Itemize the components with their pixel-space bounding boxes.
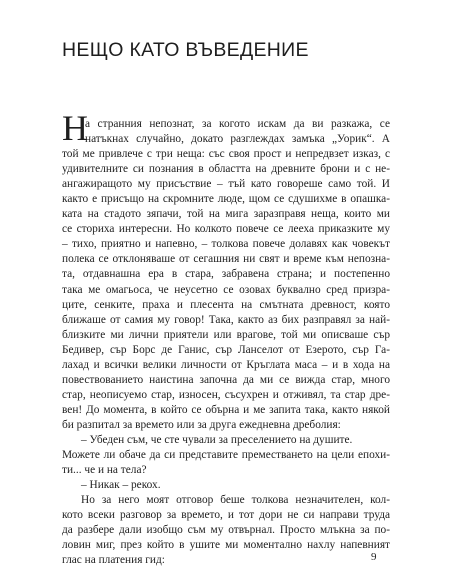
text-line: ката на стадото зяпачи, той на мига заразправя неща, които ми [62, 208, 390, 221]
text-line: глас на платения гид: [62, 554, 165, 567]
chapter-title: НЕЩО КАТО ВЪВЕДЕНИЕ [62, 39, 309, 61]
text-line: повествованието наистина започна да ми се вижда стар, много [62, 373, 390, 386]
text-line: да разбере дали изобщо съм му отвърнал. Просто млъкна за по- [62, 524, 390, 537]
drop-cap: Н [62, 112, 88, 142]
text-line: – Никак – рекох. [81, 479, 161, 492]
text-line: вен! До момента, в който се обърна и ме запита така, както някой [62, 403, 390, 416]
text-line: той ме привлече с три неща: със своя прост и непредвзет изказ, с [62, 148, 390, 161]
text-line: лахад и всички велики личности от Кръглата маса – и в хода на [62, 358, 390, 371]
text-line: се сториха интересни. Но колкото повече се лееха приказките му [62, 223, 390, 236]
text-line: Но за него моят отговор беше толкова незначителен, кол- [81, 494, 390, 507]
text-line: а странния непознат, за когото искам да ви разкажа, се [85, 118, 390, 130]
text-line: удивителните си познания в областта на древните брони и с не- [62, 163, 390, 176]
page-number: 9 [371, 551, 377, 563]
text-line: ти... че и на тела? [62, 464, 147, 477]
text-line: близките ми лични приятели или врагове, той ми описваше сър [62, 328, 390, 341]
text-line: – тихо, приятно и напевно, – толкова повече долавях как човекът [62, 238, 390, 251]
text-line: Можете ли обаче да си представите преместването на цели епохи- [62, 449, 390, 462]
text-line: – Убеден съм, че сте чували за преселението на душите. [81, 433, 353, 446]
text-line: Бедивер, сър Борс де Ганис, сър Ланселот от Езерото, сър Га- [62, 343, 390, 356]
body-text [62, 117, 390, 568]
text-line: полека се отклоняваше от сегашния ни свят и време към непозна- [62, 253, 390, 266]
text-line: ангажиращото му присъствие – тъй като говореше само той. И [62, 178, 390, 191]
text-line: би разпитал за времето или за друга ежедневна дреболия: [62, 418, 341, 431]
text-line: натъкнах случайно, докато разглеждах замъка „Уорик“. А [85, 133, 390, 146]
text-line: ловин миг, през който в ушите ми моментално нахлу напевният [62, 539, 390, 552]
text-line: както е присъщо на скромните люде, щом се сдушихме в опашка- [62, 193, 390, 206]
text-line: така ме омагьоса, че неусетно се озовах буквално сред призра- [62, 283, 390, 296]
text-line: ближаше от самия му говор! Така, както аз бих разправял за най- [62, 313, 390, 326]
text-line: стар, неописуемо стар, износен, съсухрен и отживял, та стар дре- [62, 388, 390, 401]
text-line: ците, сенките, праха и плесента на смътната древност, която [62, 298, 390, 311]
text-line: та, отдавнашна ера в стара, забравена страна; и постепенно [62, 268, 390, 281]
text-line: кото всеки разговор за времето, и тот дори не си направи труда [62, 509, 390, 522]
